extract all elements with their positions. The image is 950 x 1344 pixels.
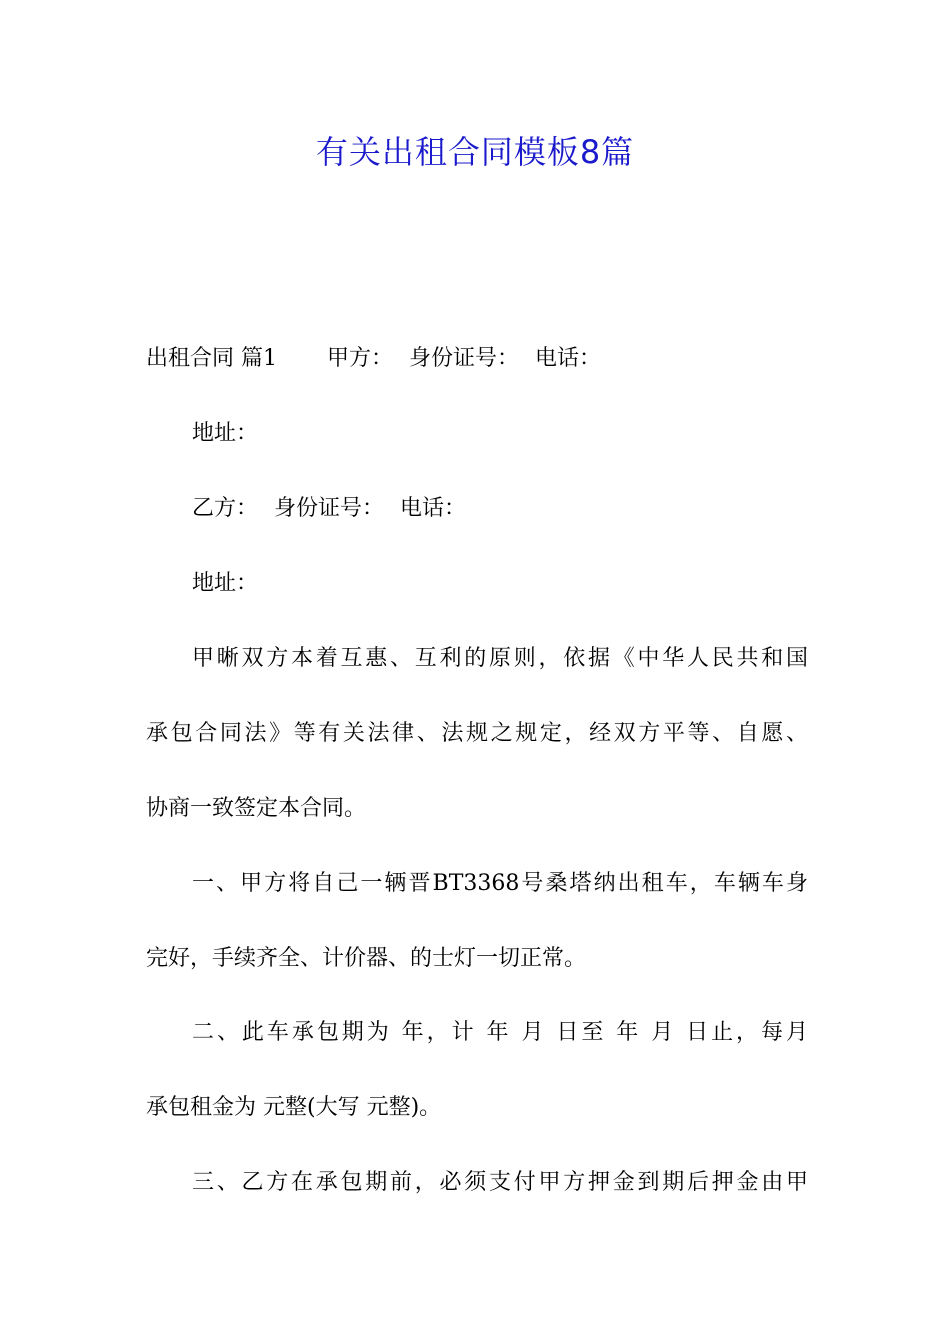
paragraph-line: 承包合同法》等有关法律、法规之规定，经双方平等、自愿、 xyxy=(146,721,808,746)
clause-1-line: 一、甲方将自己一辆晋BT3368号桑塔纳出租车，车辆车身 xyxy=(192,871,808,896)
contract-header-line xyxy=(146,344,808,374)
party-a-label: 甲方： xyxy=(327,346,394,371)
paragraph-line: 甲晰双方本着互惠、互利的原则，依据《中华人民共和国 xyxy=(192,646,808,671)
paragraph-line: 协商一致签定本合同。 xyxy=(146,796,367,821)
clause-1-line: 完好，手续齐全、计价器、的士灯一切正常。 xyxy=(146,946,587,971)
address-b-line: 地址： xyxy=(192,571,259,596)
clause-2-line: 承包租金为 元整(大写 元整)。 xyxy=(146,1095,442,1120)
party-b-label: 乙方： xyxy=(192,496,259,521)
id-a-label: 身份证号： xyxy=(409,346,520,371)
party-b-line xyxy=(192,494,808,524)
id-b-label: 身份证号： xyxy=(274,496,385,521)
section-label: 出租合同 篇1 xyxy=(146,346,277,371)
address-a-line: 地址： xyxy=(192,421,259,446)
clause-3-line: 三、乙方在承包期前，必须支付甲方押金到期后押金由甲 xyxy=(192,1170,808,1195)
clause-2-line: 二、此车承包期为 年，计 年 月 日至 年 月 日止，每月 xyxy=(192,1020,808,1045)
phone-b-label: 电话： xyxy=(400,496,467,521)
document-title: 有关出租合同模板8篇 xyxy=(315,133,635,171)
phone-a-label: 电话： xyxy=(535,346,602,371)
